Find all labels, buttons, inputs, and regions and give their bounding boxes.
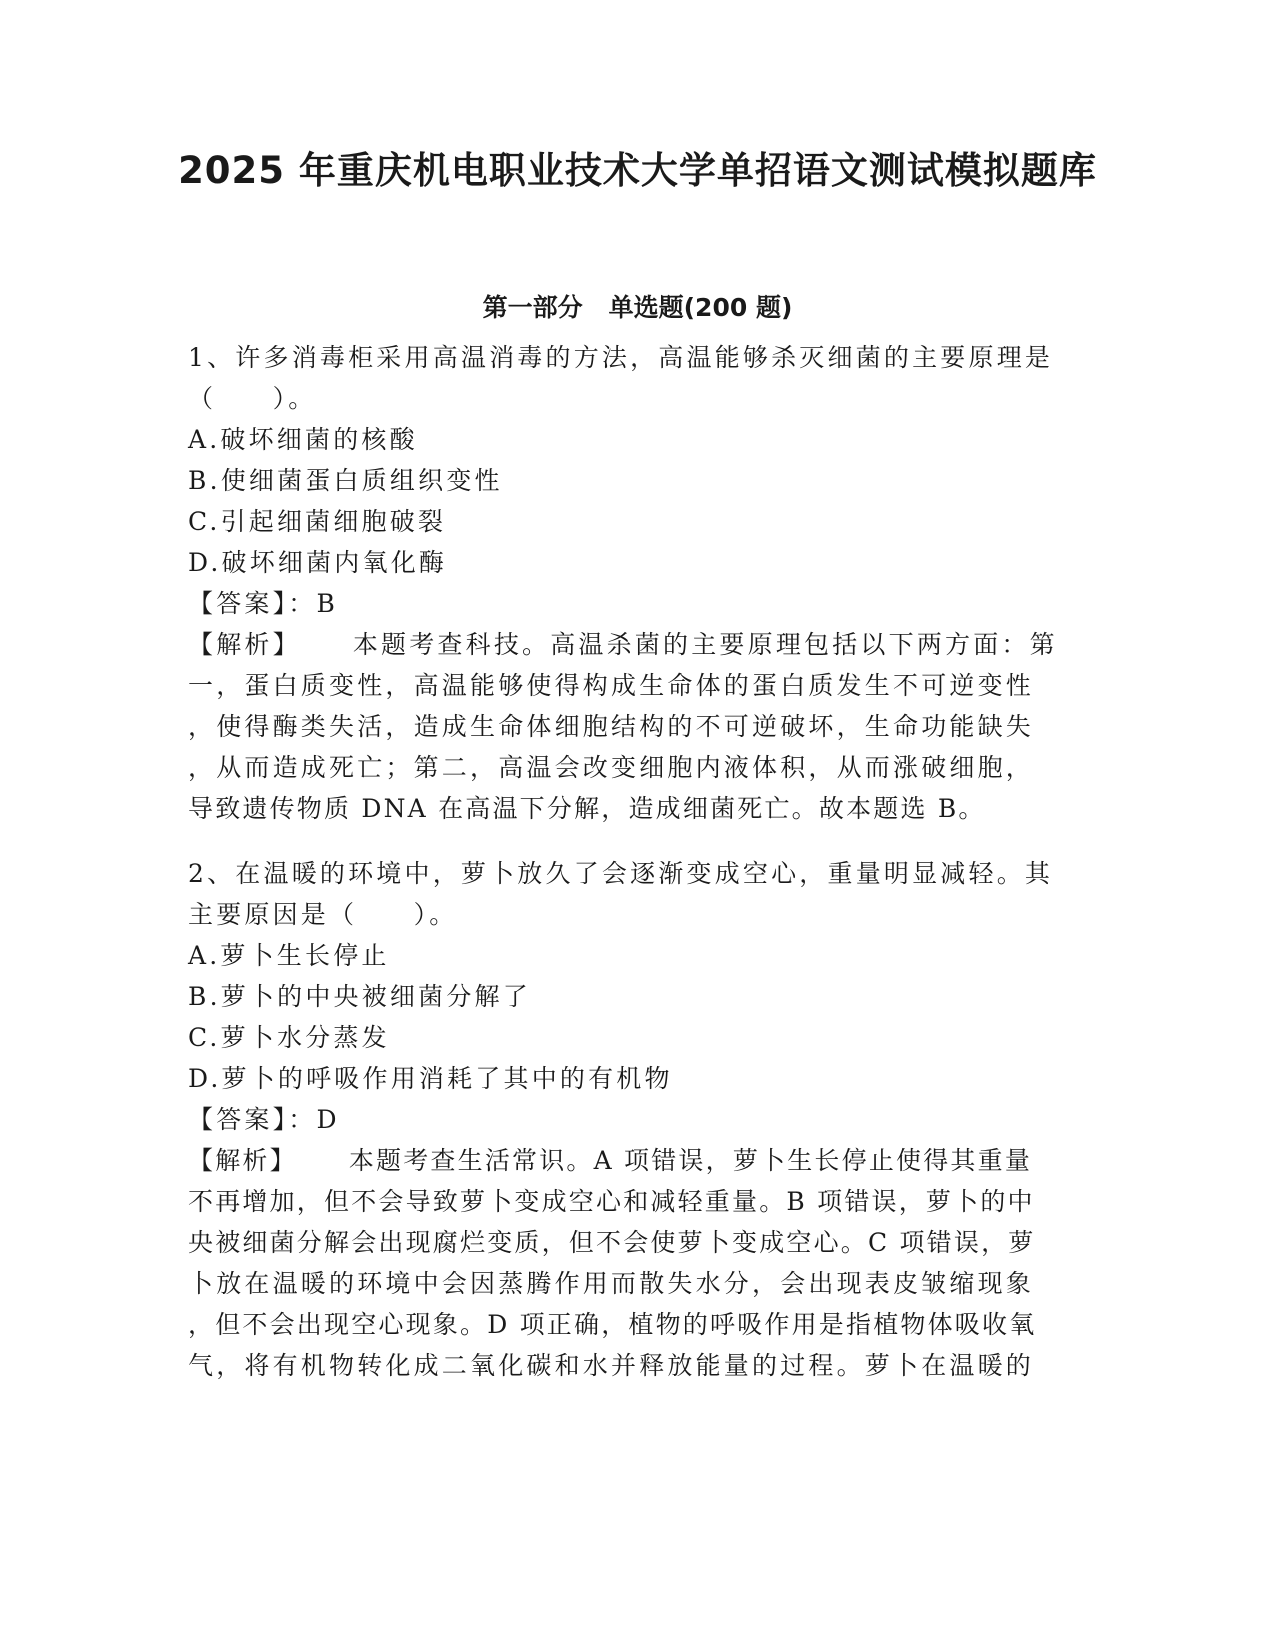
answer-label: 【答案】： — [188, 589, 317, 618]
analysis-text: 本题考查生活常识。A 项错误，萝卜生长停止使得其重量 — [348, 1146, 1033, 1175]
question-1-analysis-line-1 — [188, 627, 1088, 663]
question-1-analysis-line-4: ，从而造成死亡；第二，高温会改变细胞内液体积，从而涨破细胞， — [188, 753, 1035, 782]
section-part: 第一部分 — [482, 293, 583, 322]
section-heading — [0, 290, 1275, 326]
question-2-option-b: B.萝卜的中央被细菌分解了 — [188, 982, 531, 1011]
question-2-analysis-line-4: 卜放在温暖的环境中会因蒸腾作用而散失水分，会出现表皮皱缩现象 — [188, 1269, 1035, 1298]
question-2-option-c: C.萝卜水分蒸发 — [188, 1023, 390, 1052]
answer-value: B — [316, 589, 339, 618]
question-2-analysis-line-1 — [188, 1143, 1088, 1179]
question-2-analysis-line-3: 央被细菌分解会出现腐烂变质，但不会使萝卜变成空心。C 项错误，萝 — [188, 1228, 1036, 1257]
question-1-option-d: D.破坏细菌内氧化酶 — [188, 548, 448, 577]
analysis-text: 本题考查科技。高温杀菌的主要原理包括以下两方面：第 — [352, 630, 1058, 659]
question-1-analysis-line-5: 导致遗传物质 DNA 在高温下分解，造成细菌死亡。故本题选 B。 — [188, 794, 986, 823]
question-2-analysis-line-5: ，但不会出现空心现象。D 项正确，植物的呼吸作用是指植物体吸收氧 — [188, 1310, 1037, 1339]
question-2-answer — [188, 1102, 1088, 1138]
question-1-analysis-line-2: 一，蛋白质变性，高温能够使得构成生命体的蛋白质发生不可逆变性 — [188, 671, 1035, 700]
question-1-answer — [188, 586, 1088, 622]
question-2-option-d: D.萝卜的呼吸作用消耗了其中的有机物 — [188, 1064, 673, 1093]
document-title: 2025 年重庆机电职业技术大学单招语文测试模拟题库 — [178, 149, 1097, 192]
analysis-label: 【解析】 — [188, 1146, 297, 1175]
question-2-analysis-line-6: 气，将有机物转化成二氧化碳和水并释放能量的过程。萝卜在温暖的 — [188, 1351, 1035, 1380]
answer-label: 【答案】： — [188, 1105, 317, 1134]
question-1-stem-line-2: （ ）。 — [188, 384, 317, 413]
question-2-stem-line-1: 2、在温暖的环境中，萝卜放久了会逐渐变成空心，重量明显减轻。其 — [188, 859, 1054, 888]
section-name: 单选题(200 题) — [608, 293, 793, 322]
question-1-analysis-line-3: ，使得酶类失活，造成生命体细胞结构的不可逆破坏，生命功能缺失 — [188, 712, 1035, 741]
analysis-label: 【解析】 — [188, 630, 301, 659]
question-2-option-a: A.萝卜生长停止 — [188, 941, 390, 970]
question-1-option-b: B.使细菌蛋白质组织变性 — [188, 466, 503, 495]
question-1-stem-line-1: 1、许多消毒柜采用高温消毒的方法，高温能够杀灭细菌的主要原理是 — [188, 343, 1054, 372]
question-2-analysis-line-2: 不再增加，但不会导致萝卜变成空心和减轻重量。B 项错误，萝卜的中 — [188, 1187, 1035, 1216]
question-2-stem-line-2: 主要原因是（ ）。 — [188, 900, 458, 929]
answer-value: D — [316, 1105, 340, 1134]
question-1-option-a: A.破坏细菌的核酸 — [188, 425, 418, 454]
question-1-option-c: C.引起细菌细胞破裂 — [188, 507, 447, 536]
